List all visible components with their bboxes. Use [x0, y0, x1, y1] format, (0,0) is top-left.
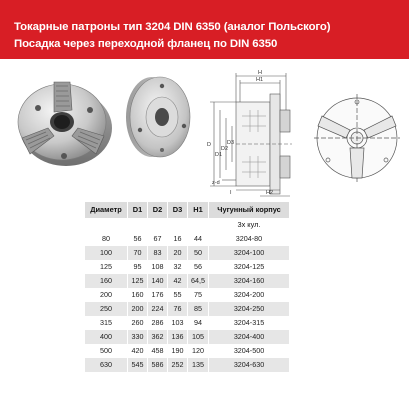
cell-d2: 286 [148, 316, 168, 330]
cell-diameter: 400 [85, 330, 128, 344]
cell-d1: 200 [128, 302, 148, 316]
dim-label-h1: H1 [256, 77, 264, 83]
cell-d2: 140 [148, 274, 168, 288]
cell-model: 3204-100 [209, 246, 290, 260]
cell-diameter: 315 [85, 316, 128, 330]
col-header-d1: D1 [128, 202, 148, 218]
cell-model: 3204-125 [209, 260, 290, 274]
cell-h1: 44 [188, 232, 209, 246]
table-row [85, 302, 290, 316]
col-header-d2: D2 [148, 202, 168, 218]
chuck-section-drawing [200, 66, 312, 198]
cell-d3: 190 [168, 344, 188, 358]
cell-h1: 64,5 [188, 274, 209, 288]
cell-diameter: 200 [85, 288, 128, 302]
cell-d1: 160 [128, 288, 148, 302]
cell-h1: 50 [188, 246, 209, 260]
cell-diameter: 80 [85, 232, 128, 246]
cell-d2: 83 [148, 246, 168, 260]
banner-title-line-2: Посадка через переходной фланец по DIN 6350 [14, 38, 278, 50]
cell-d3: 32 [168, 260, 188, 274]
cell-h1: 56 [188, 260, 209, 274]
cell-d3: 136 [168, 330, 188, 344]
table-row [85, 260, 290, 274]
cell-d2: 67 [148, 232, 168, 246]
col-subheader-3-jaws: 3х кул. [209, 218, 290, 232]
cell-d3: 103 [168, 316, 188, 330]
cell-h1: 94 [188, 316, 209, 330]
cell-d3: 16 [168, 232, 188, 246]
cell-d1: 330 [128, 330, 148, 344]
cell-model: 3204-250 [209, 302, 290, 316]
chuck-photo-front [14, 72, 114, 170]
cell-h1: 75 [188, 288, 209, 302]
table-row [85, 232, 290, 246]
cell-h1: 135 [188, 358, 209, 372]
table-row [85, 358, 290, 372]
table-row [85, 316, 290, 330]
cell-d1: 56 [128, 232, 148, 246]
cell-d3: 42 [168, 274, 188, 288]
dim-label-d3: D3 [227, 140, 235, 146]
dim-label-d2: D2 [221, 146, 229, 152]
cell-model: 3204-80 [209, 232, 290, 246]
banner-title-line-1: Токарные патроны тип 3204 DIN 6350 (аналог Польского) [14, 21, 331, 33]
col-header-d3: D3 [168, 202, 188, 218]
chuck-front-drawing [312, 90, 402, 188]
cell-d3: 76 [168, 302, 188, 316]
dim-label-i: I [230, 190, 232, 196]
cell-diameter: 125 [85, 260, 128, 274]
cell-d2: 224 [148, 302, 168, 316]
cell-model: 3204-315 [209, 316, 290, 330]
cell-h1: 85 [188, 302, 209, 316]
cell-model: 3204-160 [209, 274, 290, 288]
dim-label-h2: H2 [266, 190, 274, 196]
cell-diameter: 100 [85, 246, 128, 260]
dim-label-d: D [207, 142, 211, 148]
col-header-diameter: Диаметр [85, 202, 128, 218]
col-header-cast-iron-body: Чугунный корпус [209, 202, 290, 218]
cell-d3: 20 [168, 246, 188, 260]
cell-d1: 260 [128, 316, 148, 330]
dim-label-h: H [258, 70, 262, 76]
table-row [85, 246, 290, 260]
dim-label-zd: z-d [212, 180, 220, 186]
cell-d2: 362 [148, 330, 168, 344]
cell-d2: 108 [148, 260, 168, 274]
cell-d1: 545 [128, 358, 148, 372]
cell-diameter: 630 [85, 358, 128, 372]
table-row [85, 344, 290, 358]
cell-d1: 70 [128, 246, 148, 260]
cell-d3: 252 [168, 358, 188, 372]
spec-table [84, 202, 289, 372]
cell-diameter: 250 [85, 302, 128, 316]
dim-label-d1: D1 [215, 152, 223, 158]
cell-model: 3204-200 [209, 288, 290, 302]
table-row [85, 274, 290, 288]
cell-d3: 55 [168, 288, 188, 302]
cell-d2: 458 [148, 344, 168, 358]
cell-diameter: 500 [85, 344, 128, 358]
cell-h1: 120 [188, 344, 209, 358]
cell-diameter: 160 [85, 274, 128, 288]
table-subheader-row [85, 218, 290, 232]
table-header-row [85, 202, 290, 218]
cell-d1: 125 [128, 274, 148, 288]
cell-d2: 176 [148, 288, 168, 302]
cell-model: 3204-630 [209, 358, 290, 372]
chuck-photo-back [122, 72, 194, 162]
cell-d1: 95 [128, 260, 148, 274]
table-row [85, 288, 290, 302]
cell-model: 3204-500 [209, 344, 290, 358]
cell-model: 3204-400 [209, 330, 290, 344]
title-banner [0, 0, 409, 59]
cell-d1: 420 [128, 344, 148, 358]
cell-d2: 586 [148, 358, 168, 372]
table-row [85, 330, 290, 344]
cell-h1: 105 [188, 330, 209, 344]
col-header-h1: H1 [188, 202, 209, 218]
